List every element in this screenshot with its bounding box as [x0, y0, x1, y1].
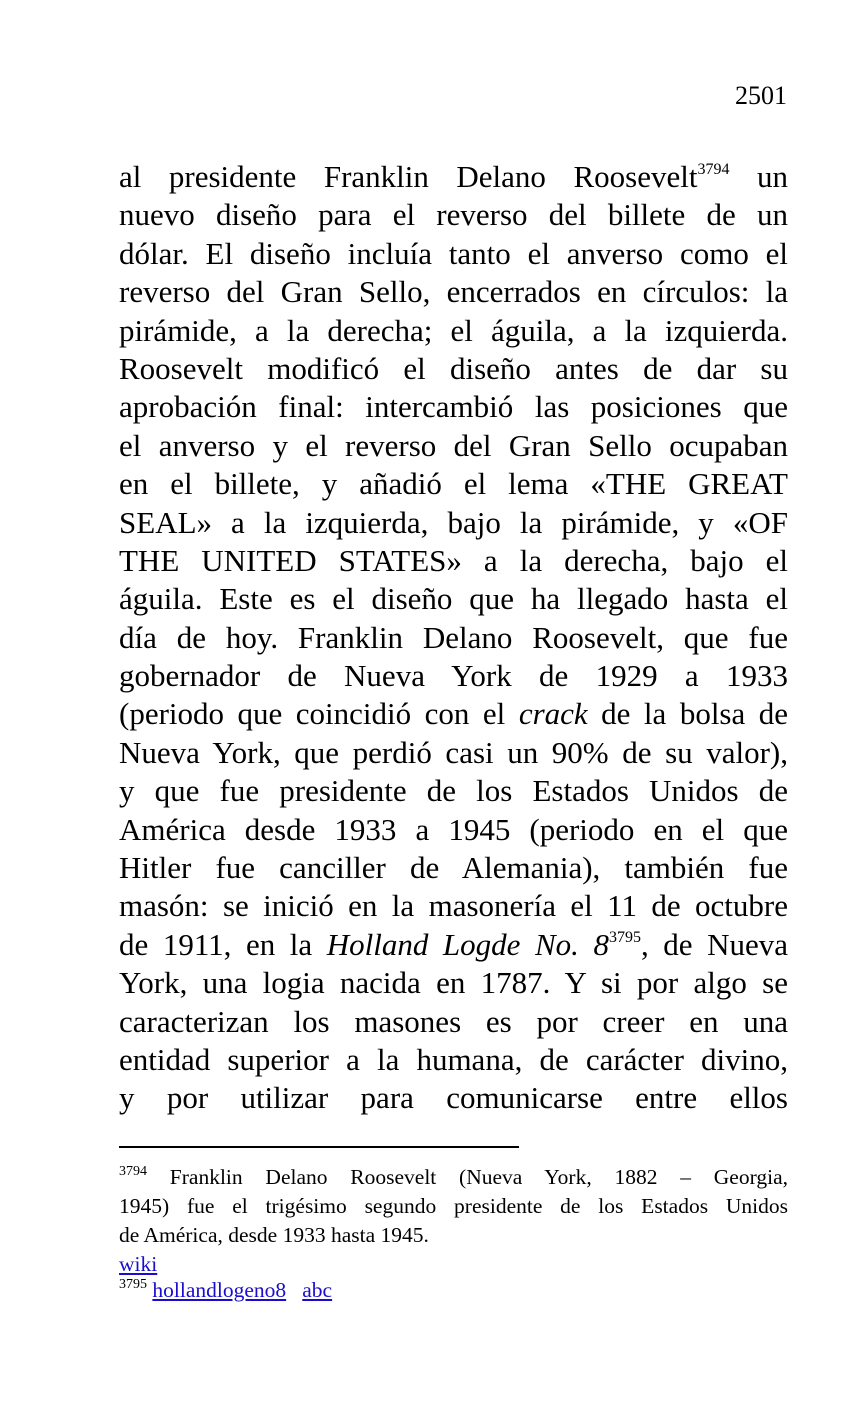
text-line: en el billete, y añadió el lema «THE GREAT — [119, 466, 788, 502]
crack-italic: crack — [518, 696, 588, 732]
hollandlogeno8-link[interactable]: hollandlogeno8 — [152, 1278, 287, 1302]
text-line: York, una logia nacida en 1787. Y si por algo se — [119, 965, 788, 1001]
text-line: pirámide, a la derecha; el águila, a la izquierda. — [119, 312, 788, 348]
text-line: reverso del Gran Sello, encerrados en círculos: la — [119, 274, 788, 310]
footnote-3794-links — [119, 1250, 788, 1279]
text-line: Nueva York, que perdió casi un 90% de su valor), — [119, 734, 788, 770]
text-line: caracterizan los masones es por creer en una — [119, 1003, 788, 1039]
footnote-3794-line: $^{3794}$ Franklin Delano Roosevelt (Nueva York, 1882 – Georgia, — [119, 1164, 789, 1189]
lodge-name: Holland Logde No. 8 — [326, 926, 609, 962]
text-line: dólar. El diseño incluía tanto el anverso como el — [119, 235, 788, 271]
footnote-3795-line — [119, 1276, 788, 1305]
text-line: y por utilizar para comunicarse entre ellos — [119, 1080, 788, 1116]
footnote-ref-3795[interactable]: 3795 — [608, 928, 641, 946]
text-line: entidad superior a la humana, de carácter divino, — [119, 1041, 788, 1077]
body-text — [119, 158, 788, 1118]
text-line: (periodo que coincidió con el crack de la bolsa de — [119, 696, 789, 732]
footnote-ref-3794[interactable]: 3794 — [697, 161, 730, 178]
footnote-number: 3794 — [119, 1164, 147, 1179]
footnote-3794-line: 1945) fue el trigésimo segundo presidente de los Estados Unidos — [119, 1194, 788, 1218]
footnote-separator — [119, 1146, 519, 1148]
text-line: masón: se inició en la masonería el 11 de octubre — [119, 888, 788, 924]
footnote-3794-line: de América, desde 1933 hasta 1945. — [119, 1223, 429, 1247]
abc-link[interactable]: abc — [302, 1278, 333, 1302]
text-line: de 1911, en la Holland Logde No. 8$^{3795}$, de Nueva — [119, 926, 788, 962]
text-line: THE UNITED STATES» a la derecha, bajo el — [119, 542, 788, 578]
text-line: día de hoy. Franklin Delano Roosevelt, que fue — [119, 619, 788, 655]
text-line: y que fue presidente de los Estados Unidos de — [119, 773, 788, 809]
text-line: Roosevelt modificó el diseño antes de dar su — [119, 350, 788, 386]
text-line: América desde 1933 a 1945 (periodo en el que — [119, 811, 788, 847]
text-line: SEAL» a la izquierda, bajo la pirámide, y «OF — [119, 504, 788, 540]
footnotes — [119, 1163, 788, 1305]
text-line: el anverso y el reverso del Gran Sello ocupaban — [119, 427, 788, 463]
text-line: águila. Este es el diseño que ha llegado hasta el — [119, 581, 788, 617]
footnote-number: 3795 — [119, 1277, 147, 1292]
text-line: aprobación final: intercambió las posiciones que — [119, 389, 788, 425]
text-line: al presidente Franklin Delano Roosevelt$^{3794}$ un — [119, 159, 788, 194]
text-line: gobernador de Nueva York de 1929 a 1933 — [119, 658, 788, 694]
text-line: nuevo diseño para el reverso del billete de un — [119, 197, 788, 233]
wiki-link[interactable]: wiki — [119, 1252, 158, 1276]
text-line: Hitler fue canciller de Alemania), también fue — [119, 850, 788, 886]
page-number: 2501 — [735, 81, 787, 110]
